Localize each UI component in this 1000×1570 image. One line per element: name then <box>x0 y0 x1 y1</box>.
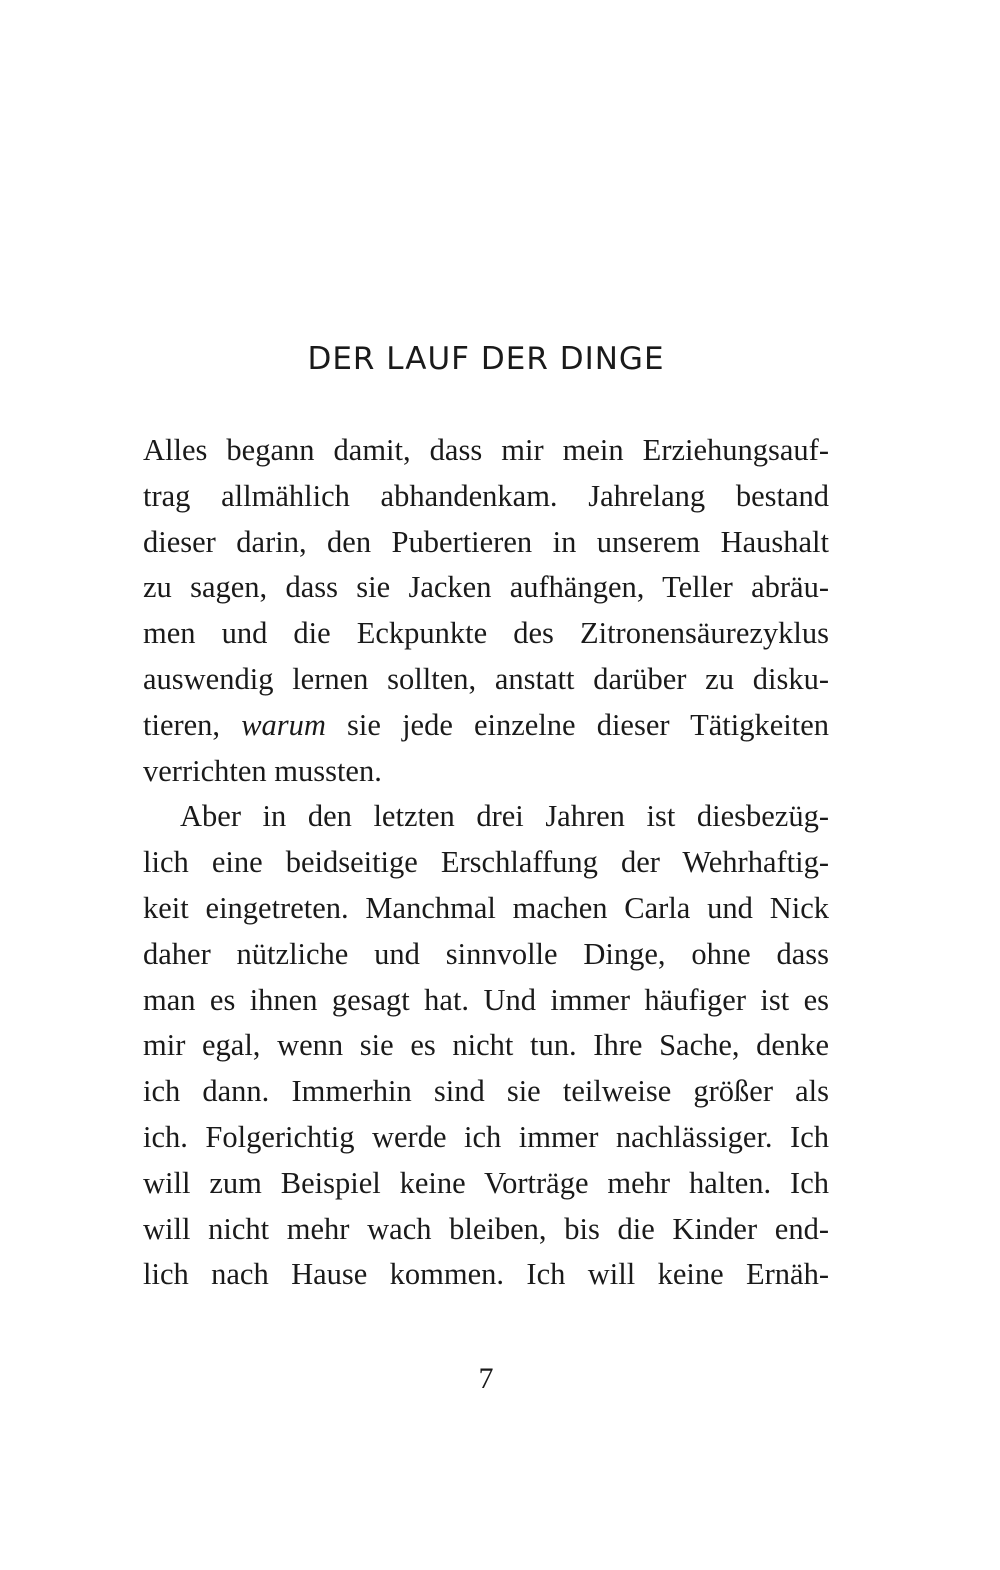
text-line: men und die Eckpunkte des Zitronensäurezyklus <box>143 616 829 651</box>
text-line: zu sagen, dass sie Jacken aufhängen, Teller abräu- <box>143 570 829 605</box>
text-line: lich eine beidseitige Erschlaffung der Wehrhaftig- <box>143 845 829 880</box>
text-line-with-emphasis <box>143 703 829 749</box>
text-line: dieser darin, den Pubertieren in unserem Haushalt <box>143 524 829 559</box>
text-line: daher nützliche und sinnvolle Dinge, ohne dass <box>143 936 829 971</box>
text-line: ich. Folgerichtig werde ich immer nachlässiger. Ich <box>143 1119 829 1154</box>
page-number: 7 <box>478 1362 494 1395</box>
chapter-title: DER LAUF DER DINGE <box>307 341 665 377</box>
text-line: mir egal, wenn sie es nicht tun. Ihre Sache, denke <box>143 1028 829 1063</box>
text-line: will nicht mehr wach bleiben, bis die Kinder end- <box>143 1211 829 1246</box>
text-line: auswendig lernen sollten, anstatt darüber zu disku- <box>143 661 829 696</box>
text-line: verrichten mussten. <box>143 753 382 788</box>
emphasized-word: warum <box>241 707 326 742</box>
text-line: man es ihnen gesagt hat. Und immer häufiger ist es <box>143 982 829 1017</box>
text-segment: tieren, <box>143 707 242 742</box>
text-line: Alles begann damit, dass mir mein Erziehungsauf- <box>143 433 829 467</box>
text-line: keit eingetreten. Manchmal machen Carla und Nick <box>143 890 829 925</box>
text-line: Aber in den letzten drei Jahren ist diesbezüg- <box>180 799 829 834</box>
text-line: lich nach Hause kommen. Ich will keine Ernäh- <box>143 1257 829 1292</box>
text-line: ich dann. Immerhin sind sie teilweise größer als <box>143 1074 829 1109</box>
text-line: trag allmählich abhandenkam. Jahrelang bestand <box>143 478 829 513</box>
text-segment: sie jede einzelne dieser Tätigkeiten <box>325 707 829 742</box>
text-line: will zum Beispiel keine Vorträge mehr halten. Ich <box>143 1165 829 1200</box>
body-text <box>143 428 829 1298</box>
